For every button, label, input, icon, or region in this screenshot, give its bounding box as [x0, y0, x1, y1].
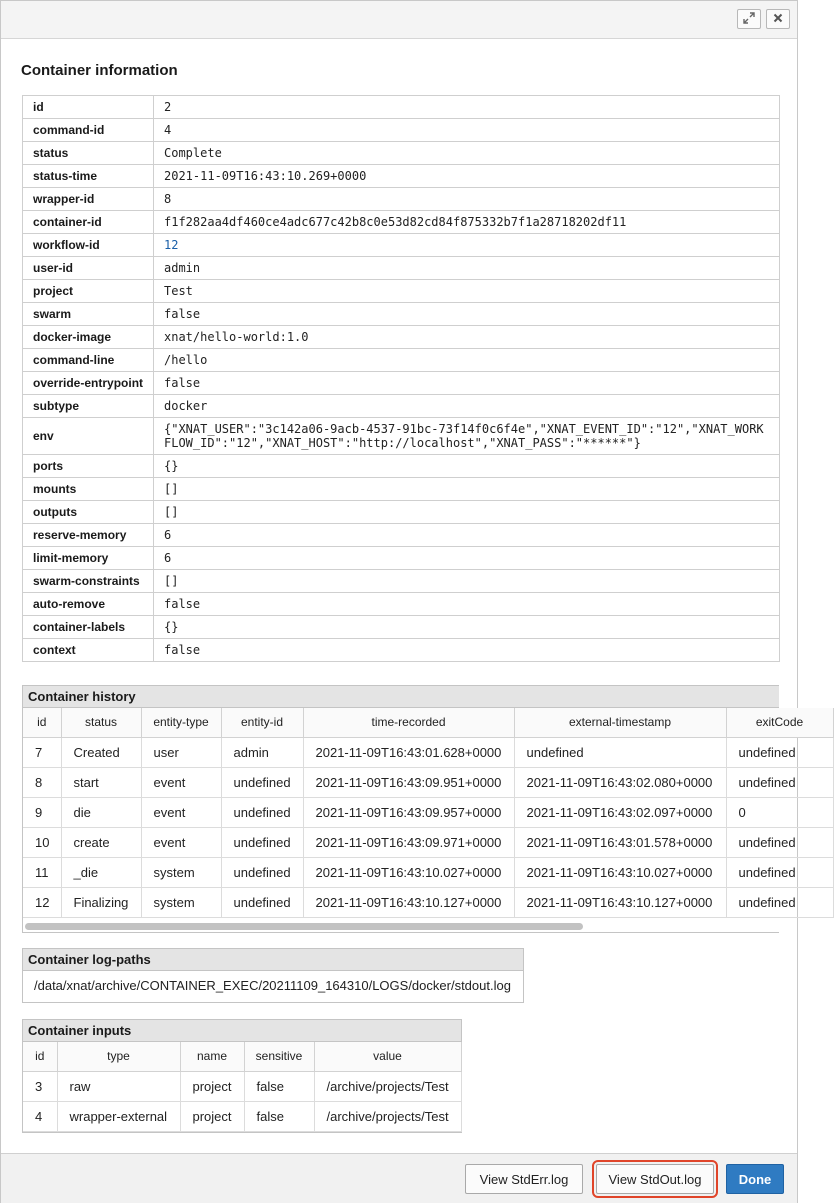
info-key: command-id — [23, 119, 154, 142]
inputs-cell: false — [244, 1101, 314, 1131]
history-cell: 2021-11-09T16:43:02.097+0000 — [514, 797, 726, 827]
history-cell: undefined — [726, 827, 833, 857]
info-row-container-id — [23, 211, 780, 234]
history-cell: undefined — [221, 887, 303, 917]
dialog-footer — [1, 1153, 797, 1203]
info-value: /hello — [154, 349, 780, 372]
history-column-header: status — [61, 708, 141, 737]
info-key: status-time — [23, 165, 154, 188]
info-row-limit-memory — [23, 547, 780, 570]
close-icon — [773, 12, 783, 26]
info-key: override-entrypoint — [23, 372, 154, 395]
info-row-command-id — [23, 119, 780, 142]
info-row-subtype — [23, 395, 780, 418]
container-log-paths-title: Container log-paths — [23, 949, 523, 971]
history-column-header: exitCode — [726, 708, 833, 737]
inputs-column-header: value — [314, 1042, 461, 1071]
history-cell: event — [141, 767, 221, 797]
history-scroll-area[interactable] — [23, 708, 804, 918]
inputs-cell: /archive/projects/Test — [314, 1101, 461, 1131]
expand-icon — [743, 12, 755, 27]
info-value: {} — [154, 616, 780, 639]
info-key: swarm — [23, 303, 154, 326]
info-value: false — [154, 303, 780, 326]
history-cell: 0 — [726, 797, 833, 827]
info-value: [] — [154, 570, 780, 593]
info-value: xnat/hello-world:1.0 — [154, 326, 780, 349]
history-cell: 2021-11-09T16:43:09.951+0000 — [303, 767, 514, 797]
history-cell: undefined — [726, 767, 833, 797]
info-value: 6 — [154, 524, 780, 547]
inputs-cell: false — [244, 1071, 314, 1101]
info-key: env — [23, 418, 154, 455]
history-cell: 12 — [23, 887, 61, 917]
info-row-project — [23, 280, 780, 303]
info-row-wrapper-id — [23, 188, 780, 211]
history-cell: 2021-11-09T16:43:01.578+0000 — [514, 827, 726, 857]
container-info-title: Container information — [21, 62, 178, 79]
inputs-column-header: name — [180, 1042, 244, 1071]
history-column-header: external-timestamp — [514, 708, 726, 737]
workflow-id-link[interactable]: 12 — [164, 238, 179, 252]
info-row-swarm — [23, 303, 780, 326]
history-cell: admin — [221, 737, 303, 767]
history-cell: 2021-11-09T16:43:10.127+0000 — [514, 887, 726, 917]
info-row-env — [23, 418, 780, 455]
history-cell: undefined — [221, 797, 303, 827]
history-cell: 2021-11-09T16:43:09.957+0000 — [303, 797, 514, 827]
inputs-column-header: id — [23, 1042, 57, 1071]
history-cell: start — [61, 767, 141, 797]
container-history-panel — [22, 685, 804, 933]
info-row-mounts — [23, 478, 780, 501]
view-stdout-button[interactable]: View StdOut.log — [596, 1164, 714, 1194]
history-cell: undefined — [221, 857, 303, 887]
inputs-cell: 3 — [23, 1071, 57, 1101]
inputs-cell: project — [180, 1101, 244, 1131]
info-value: false — [154, 639, 780, 662]
history-cell: undefined — [726, 887, 833, 917]
info-value: Complete — [154, 142, 780, 165]
container-inputs-title: Container inputs — [23, 1020, 461, 1042]
close-button[interactable] — [766, 9, 790, 29]
info-value: {"XNAT_USER":"3c142a06-9acb-4537-91bc-73f14f0c6f4e","XNAT_EVENT_ID":"12","XNAT_WORKFLOW_ID":"12","XNAT_HOST":"http://localhost","XNAT_PASS":"******"} — [154, 418, 780, 455]
inputs-cell: project — [180, 1071, 244, 1101]
info-key: user-id — [23, 257, 154, 280]
history-cell: 2021-11-09T16:43:09.971+0000 — [303, 827, 514, 857]
history-cell: 7 — [23, 737, 61, 767]
history-column-header: entity-id — [221, 708, 303, 737]
inputs-row — [23, 1101, 461, 1131]
info-value: 8 — [154, 188, 780, 211]
info-value: false — [154, 372, 780, 395]
history-cell: 2021-11-09T16:43:10.027+0000 — [514, 857, 726, 887]
history-cell: 11 — [23, 857, 61, 887]
inputs-cell: 4 — [23, 1101, 57, 1131]
history-cell: create — [61, 827, 141, 857]
info-row-workflow-id — [23, 234, 780, 257]
container-history-title: Container history — [23, 686, 779, 708]
history-cell: 2021-11-09T16:43:01.628+0000 — [303, 737, 514, 767]
info-value: docker — [154, 395, 780, 418]
history-row — [23, 737, 833, 767]
info-value: 2021-11-09T16:43:10.269+0000 — [154, 165, 780, 188]
info-row-swarm-constraints — [23, 570, 780, 593]
info-row-status-time — [23, 165, 780, 188]
history-cell: Finalizing — [61, 887, 141, 917]
history-cell: event — [141, 797, 221, 827]
info-row-outputs — [23, 501, 780, 524]
info-value: admin — [154, 257, 780, 280]
info-value: f1f282aa4df460ce4adc677c42b8c0e53d82cd84f875332b7f1a28718202df11 — [154, 211, 780, 234]
info-key: container-labels — [23, 616, 154, 639]
history-cell: 8 — [23, 767, 61, 797]
info-row-container-labels — [23, 616, 780, 639]
info-value: false — [154, 593, 780, 616]
container-log-paths-panel — [22, 948, 524, 1003]
done-button[interactable]: Done — [726, 1164, 784, 1194]
history-column-header: entity-type — [141, 708, 221, 737]
info-value — [154, 234, 780, 257]
history-column-header: time-recorded — [303, 708, 514, 737]
history-cell: 2021-11-09T16:43:10.127+0000 — [303, 887, 514, 917]
history-row — [23, 797, 833, 827]
info-key: outputs — [23, 501, 154, 524]
info-row-command-line — [23, 349, 780, 372]
history-row — [23, 857, 833, 887]
history-cell: die — [61, 797, 141, 827]
info-key: project — [23, 280, 154, 303]
history-cell: undefined — [221, 767, 303, 797]
history-column-header: id — [23, 708, 61, 737]
inputs-cell: raw — [57, 1071, 180, 1101]
info-value: 4 — [154, 119, 780, 142]
history-cell: undefined — [726, 857, 833, 887]
container-inputs-panel — [22, 1019, 462, 1133]
history-cell: undefined — [726, 737, 833, 767]
info-key: id — [23, 96, 154, 119]
info-value: Test — [154, 280, 780, 303]
history-cell: system — [141, 857, 221, 887]
info-key: ports — [23, 455, 154, 478]
history-cell: system — [141, 887, 221, 917]
info-row-context — [23, 639, 780, 662]
info-key: reserve-memory — [23, 524, 154, 547]
info-key: subtype — [23, 395, 154, 418]
info-key: status — [23, 142, 154, 165]
history-cell: 2021-11-09T16:43:02.080+0000 — [514, 767, 726, 797]
info-value: {} — [154, 455, 780, 478]
info-row-status — [23, 142, 780, 165]
info-row-user-id — [23, 257, 780, 280]
history-cell: _die — [61, 857, 141, 887]
history-table — [23, 708, 834, 918]
info-row-ports — [23, 455, 780, 478]
history-row — [23, 827, 833, 857]
history-cell: Created — [61, 737, 141, 767]
info-key: wrapper-id — [23, 188, 154, 211]
inputs-cell: wrapper-external — [57, 1101, 180, 1131]
info-row-docker-image — [23, 326, 780, 349]
dialog-titlebar — [1, 1, 797, 39]
inputs-cell: /archive/projects/Test — [314, 1071, 461, 1101]
history-cell: user — [141, 737, 221, 767]
dialog-body — [1, 40, 804, 1152]
inputs-row — [23, 1071, 461, 1101]
info-key: limit-memory — [23, 547, 154, 570]
info-key: auto-remove — [23, 593, 154, 616]
maximize-button[interactable] — [737, 9, 761, 29]
info-key: docker-image — [23, 326, 154, 349]
info-key: context — [23, 639, 154, 662]
history-cell: undefined — [514, 737, 726, 767]
inputs-column-header: type — [57, 1042, 180, 1071]
history-cell: 2021-11-09T16:43:10.027+0000 — [303, 857, 514, 887]
info-key: container-id — [23, 211, 154, 234]
history-horizontal-scrollbar[interactable] — [25, 923, 583, 930]
view-stderr-button[interactable]: View StdErr.log — [465, 1164, 583, 1194]
history-row — [23, 767, 833, 797]
info-value: 6 — [154, 547, 780, 570]
info-row-override-entrypoint — [23, 372, 780, 395]
history-cell: undefined — [221, 827, 303, 857]
info-value: [] — [154, 478, 780, 501]
info-key: mounts — [23, 478, 154, 501]
info-key: command-line — [23, 349, 154, 372]
info-row-auto-remove — [23, 593, 780, 616]
info-row-id — [23, 96, 780, 119]
log-path-value: /data/xnat/archive/CONTAINER_EXEC/20211109_164310/LOGS/docker/stdout.log — [34, 978, 511, 993]
history-cell: 10 — [23, 827, 61, 857]
info-key: swarm-constraints — [23, 570, 154, 593]
history-cell: 9 — [23, 797, 61, 827]
inputs-table — [23, 1042, 462, 1132]
info-row-reserve-memory — [23, 524, 780, 547]
container-info-table — [22, 95, 780, 662]
info-value: 2 — [154, 96, 780, 119]
inputs-column-header: sensitive — [244, 1042, 314, 1071]
info-value: [] — [154, 501, 780, 524]
history-row — [23, 887, 833, 917]
history-cell: event — [141, 827, 221, 857]
info-key: workflow-id — [23, 234, 154, 257]
